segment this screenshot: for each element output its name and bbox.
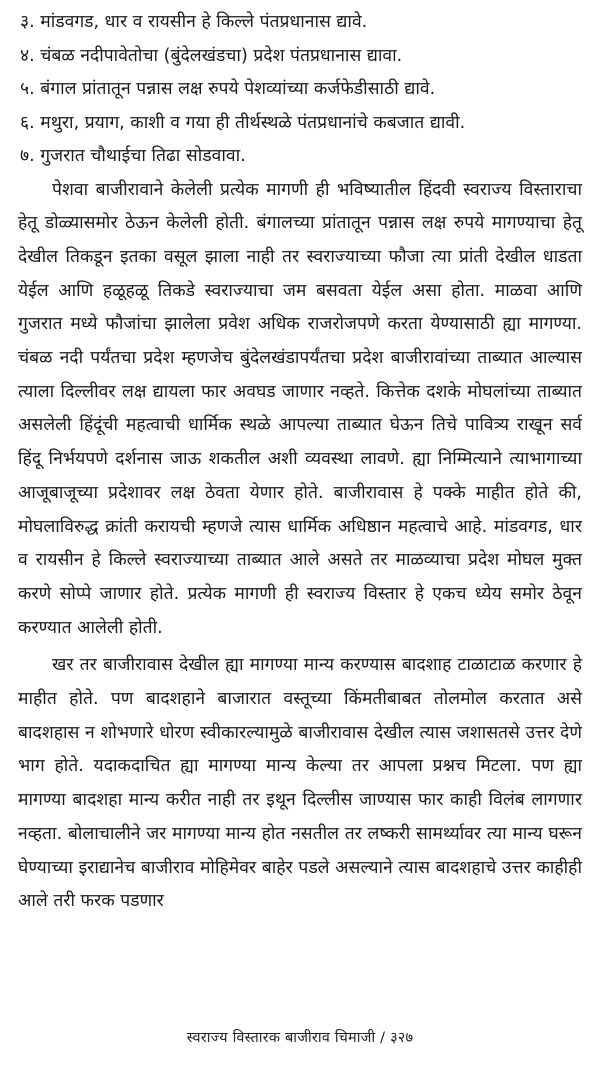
demand-item: ७. गुजरात चौथाईचा तिढा सोडवावा. bbox=[20, 146, 246, 166]
body-paragraph: पेशवा बाजीरावाने केलेली प्रत्येक मागणी ही भविष्यातील हिंदवी स्वराज्य विस्ताराचा हेतू डोळ्यासमोर ठेऊन केलेली होती. बंगालच्या प्रांतातून पन्नास लक्ष रुपये मागण्याचा हेतू देखील तिकडून इतका वसूल झाला नाही तर स्वराज्याच्या फौजा त्या प्रांती देखील धाडता येईल आणि हळूहळू तिकडे स्वराज्याचा जम बसवता येईल असा होता. माळवा आणि गुजरात मध्ये फौजांचा झालेला प्रवेश अधिक राजरोजपणे करता येण्यासाठी ह्या मागण्या. चंबळ नदी पर्यंतचा प्रदेश म्हणजेच बुंदेलखंडापर्यंतचा प्रदेश बाजीरावांच्या ताब्यात आल्यास त्याला दिल्लीवर लक्ष द्यायला फार अवघड जाणार नव्हते. कित्तेक दशके मोघलांच्या ताब्यात असलेली हिंदूंची महत्वाची धार्मिक स्थळे आपल्या ताब्यात घेऊन तिचे पावित्र्य राखून सर्व हिंदू निर्भयपणे दर्शनास जाऊ शकतील अशी व्यवस्था लावणे. ह्या निम्मित्याने त्याभागाच्या आजूबाजूच्या प्रदेशावर लक्ष ठेवता येणार होते. बाजीरावास हे पक्के माहीत होते की, मोघलाविरुद्ध क्रांती करायची म्हणजे त्यास धार्मिक अधिष्ठान महत्वाचे आहे. मांडवगड, धार व रायसीन हे किल्ले स्वराज्याच्या ताब्यात आले असते तर माळव्याचा प्रदेश मोघल मुक्त करणे सोप्पे जाणार होते. प्रत्येक मागणी ही स्वराज्य विस्तार हे एकच ध्येय समोर ठेवून करण्यात आलेली होती. bbox=[18, 179, 582, 638]
demand-item: ६. मथुरा, प्रयाग, काशी व गया ही तीर्थस्थळे पंतप्रधानांचे कबजात द्यावी. bbox=[20, 112, 466, 133]
demand-item: ५. बंगाल प्रांतातून पन्नास लक्ष रुपये पेशव्यांच्या कर्जफेडीसाठी द्यावे. bbox=[20, 79, 436, 99]
body-paragraph: खर तर बाजीरावास देखील ह्या मागण्या मान्य करण्यास बादशाह टाळाटाळ करणार हे माहीत होते. पण बादशहाने बाजारात वस्तूच्या किंमतीबाबत तोलमोल करतात असे बादशहास न शोभणारे धोरण स्वीकारल्यामुळे बाजीरावास देखील त्यास जशासतसे उत्तर देणे भाग होते. यदाकदाचित ह्या मागण्या मान्य केल्या तर आपला प्रश्नच मिटला. पण ह्या मागण्या बादशहा मान्य करीत नाही तर इथून दिल्लीस जाण्यास फार काही विलंब लागणार नव्हता. बोलाचालीने जर मागण्या मान्य होत नसतील तर लष्करी सामर्थ्यावर त्या मान्य घरून घेण्याच्या इराद्यानेच बाजीराव मोहिमेवर बाहेर पडले असल्याने त्यास बादशहाचे उत्तर काहीही आले तरी फरक पडणार bbox=[18, 655, 582, 912]
demands-list bbox=[18, 6, 582, 174]
page-footer: स्वराज्य विस्तारक बाजीराव चिमाजी / ३२७ bbox=[186, 1030, 414, 1046]
demand-item: ३. मांडवगड, धार व रायसीन हे किल्ले पंतप्रधानास द्यावे. bbox=[20, 12, 368, 32]
demand-item: ४. चंबळ नदीपावेतोचा (बुंदेलखंडचा) प्रदेश पंतप्रधानास द्यावा. bbox=[20, 45, 403, 66]
